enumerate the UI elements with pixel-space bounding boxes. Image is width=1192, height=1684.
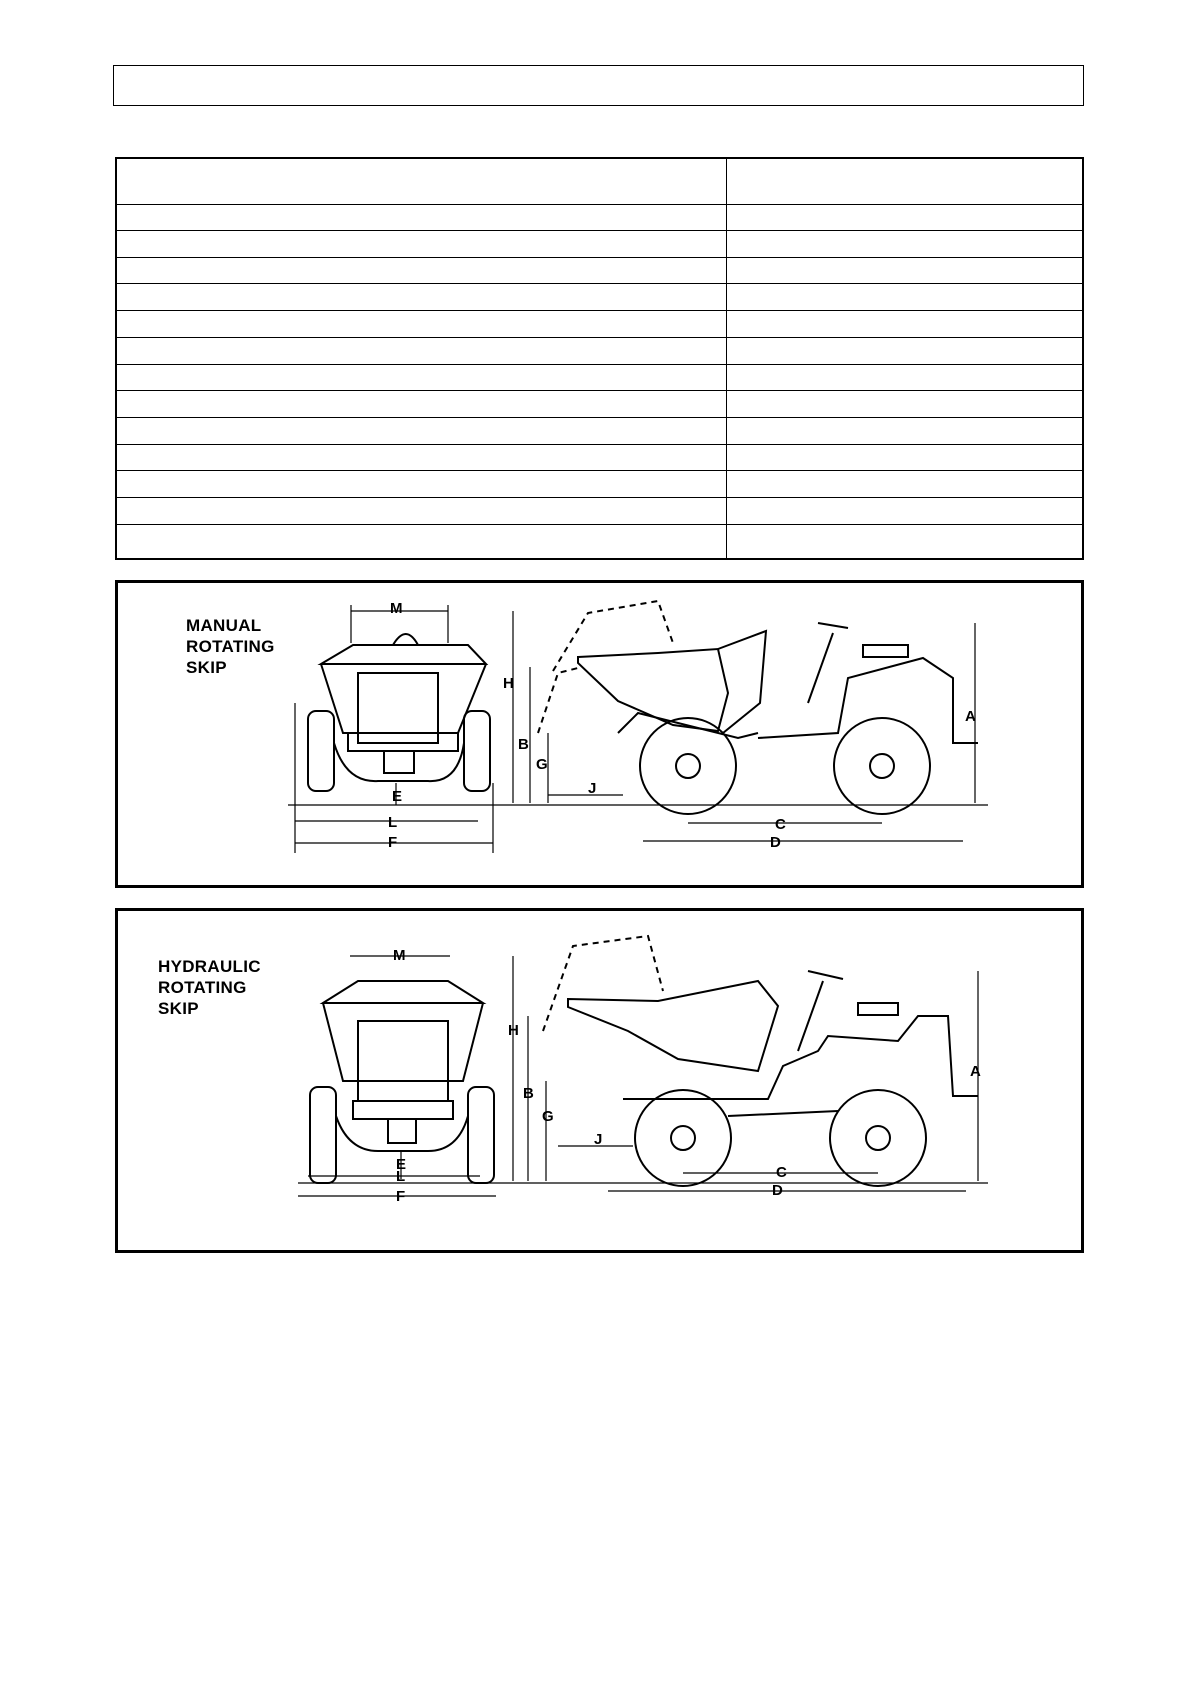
front-right-wheel: [464, 711, 490, 791]
table-cell-label: [116, 364, 727, 391]
side-rear-wheel: [834, 718, 930, 814]
side-seat: [858, 1003, 898, 1015]
table-cell-label: [116, 418, 727, 445]
table-cell-value: [727, 230, 1084, 257]
label-m: M: [393, 947, 406, 964]
side-front-wheel: [635, 1090, 731, 1186]
table-row: [116, 337, 1083, 364]
hydraulic-panel-title: HYDRAULIC ROTATING SKIP: [158, 957, 261, 1018]
document-header-box: [113, 65, 1084, 106]
table-row: [116, 230, 1083, 257]
front-skip-handle: [393, 634, 418, 645]
table-row: [116, 158, 1083, 205]
manual-panel-title: MANUAL ROTATING SKIP: [186, 616, 275, 677]
side-front-wheel: [640, 718, 736, 814]
side-steering-wheel: [818, 623, 848, 628]
manual-rotating-skip-diagram: [115, 580, 1084, 888]
side-skip-tipped-2: [538, 668, 578, 733]
table-cell-label: [116, 284, 727, 311]
side-seat: [863, 645, 908, 657]
table-cell-label: [116, 158, 727, 205]
hydraulic-dumper-drawing: [118, 911, 1081, 1250]
label-l: L: [396, 1168, 406, 1185]
side-steering-wheel: [808, 971, 843, 979]
label-j: J: [588, 780, 597, 797]
table-cell-label: [116, 391, 727, 418]
front-axle: [334, 743, 464, 781]
table-cell-label: [116, 205, 727, 231]
label-e: E: [392, 788, 403, 805]
side-skip-tipped: [543, 936, 663, 1031]
table-row: [116, 444, 1083, 471]
table-row: [116, 524, 1083, 559]
side-skip: [568, 981, 778, 1071]
label-c: C: [776, 1164, 787, 1181]
front-right-wheel: [468, 1087, 494, 1183]
table-cell-value: [727, 524, 1084, 559]
table-cell-value: [727, 257, 1084, 284]
table-cell-value: [727, 498, 1084, 525]
side-steering-column: [798, 981, 823, 1051]
table-cell-value: [727, 284, 1084, 311]
label-e: E: [396, 1156, 407, 1173]
table-cell-value: [727, 444, 1084, 471]
side-skip: [578, 649, 728, 731]
table-row: [116, 311, 1083, 338]
table-row: [116, 391, 1083, 418]
table-cell-label: [116, 257, 727, 284]
label-d: D: [772, 1182, 783, 1199]
table-cell-label: [116, 524, 727, 559]
hydraulic-dimension-labels: [393, 947, 981, 1205]
label-h: H: [503, 675, 514, 692]
front-skip-body: [321, 664, 486, 733]
table-cell-value: [727, 158, 1084, 205]
table-cell-label: [116, 311, 727, 338]
label-f: F: [396, 1188, 406, 1205]
table-cell-label: [116, 230, 727, 257]
label-m: M: [390, 600, 403, 617]
table-cell-value: [727, 337, 1084, 364]
table-cell-label: [116, 471, 727, 498]
manual-dumper-drawing: [118, 583, 1081, 885]
label-b: B: [523, 1085, 534, 1102]
table-cell-value: [727, 471, 1084, 498]
table-cell-value: [727, 311, 1084, 338]
label-f: F: [388, 834, 398, 851]
label-h: H: [508, 1022, 519, 1039]
front-chassis: [358, 1021, 448, 1101]
table-cell-label: [116, 498, 727, 525]
table-cell-label: [116, 444, 727, 471]
table-cell-value: [727, 364, 1084, 391]
side-chassis-front: [618, 713, 758, 738]
side-drive-shaft: [728, 1111, 838, 1116]
table-row: [116, 418, 1083, 445]
front-left-wheel: [310, 1087, 336, 1183]
table-row: [116, 498, 1083, 525]
side-rear-wheel: [830, 1090, 926, 1186]
side-steering-column: [808, 633, 833, 703]
label-d: D: [770, 834, 781, 851]
front-axle-block: [353, 1101, 453, 1119]
side-skip-tipped: [553, 601, 673, 671]
front-skip-top: [321, 645, 486, 664]
table-row: [116, 257, 1083, 284]
table-row: [116, 284, 1083, 311]
front-diff: [388, 1119, 416, 1143]
table-cell-value: [727, 391, 1084, 418]
label-g: G: [542, 1108, 554, 1125]
label-a: A: [965, 708, 976, 725]
front-skip-body: [323, 1003, 483, 1081]
front-axle: [336, 1116, 468, 1151]
label-b: B: [518, 736, 529, 753]
side-chassis-rear: [758, 658, 978, 743]
label-l: L: [388, 814, 398, 831]
table-cell-label: [116, 337, 727, 364]
table-row: [116, 471, 1083, 498]
label-g: G: [536, 756, 548, 773]
front-diff: [384, 751, 414, 773]
label-j: J: [594, 1131, 603, 1148]
specification-table: [115, 157, 1084, 560]
hydraulic-rotating-skip-diagram: [115, 908, 1084, 1253]
front-skip-top: [323, 981, 483, 1003]
front-left-wheel: [308, 711, 334, 791]
label-c: C: [775, 816, 786, 833]
table-row: [116, 205, 1083, 231]
label-a: A: [970, 1063, 981, 1080]
table-cell-value: [727, 418, 1084, 445]
table-row: [116, 364, 1083, 391]
table-cell-value: [727, 205, 1084, 231]
